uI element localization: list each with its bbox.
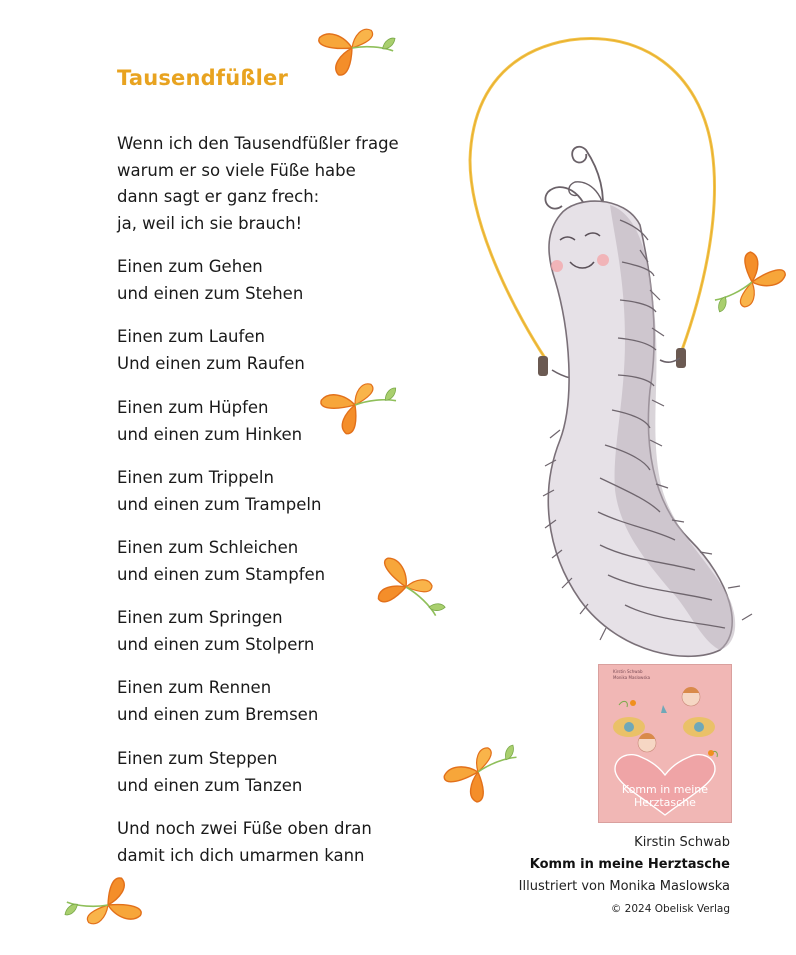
poem-line: und einen zum Hinken [117,424,303,444]
poem-line: Und einen zum Raufen [117,353,305,373]
poem-line: warum er so viele Füße habe [117,160,356,180]
flower-icon [702,243,787,324]
poem-line: Einen zum Schleichen [117,538,299,557]
poem-line: Und noch zwei Füße oben dran [117,819,372,838]
copyright-notice: © 2024 Obelisk Verlag [610,903,730,915]
flower-icon [60,875,142,930]
poem-line: und einen zum Stampfen [117,564,326,584]
poem-line: ja, weil ich sie brauch! [117,213,303,233]
illustrator-credit: Illustriert von Monika Maslowska [518,879,730,894]
flower-icon [442,732,528,810]
poem-line: Einen zum Springen [117,608,283,627]
book-credits [519,832,730,920]
book-title: Komm in meine Herztasche [529,857,730,872]
poem-line: Einen zum Laufen [117,327,265,346]
poem-line: und einen zum Trampeln [117,494,322,514]
poem-line: Einen zum Rennen [117,678,272,697]
poem-line: dann sagt er ganz frech: [117,187,320,206]
poem-title: Tausendfüßler [117,66,289,90]
poem-line: und einen zum Stehen [117,283,304,303]
author-name: Kirstin Schwab [634,835,730,850]
flower-icon [319,373,404,439]
poem-line: Einen zum Hüpfen [117,398,269,417]
flower-icon [318,23,400,78]
poem-line: Einen zum Steppen [117,749,278,768]
flower-icon [366,556,453,631]
poem-line: Einen zum Trippeln [117,468,274,487]
book-cover-image [598,664,732,823]
poem-line: Wenn ich den Tausendfüßler frage [117,134,399,153]
poem-line: und einen zum Stolpern [117,634,315,654]
cover-title: Komm in meine Herztasche [621,783,709,809]
poem-line: Einen zum Gehen [117,257,263,276]
poem-line: und einen zum Tanzen [117,775,303,795]
poem-line: und einen zum Bremsen [117,704,319,724]
cover-authors: Kirstin Schwab Monika Maslowska [613,669,651,680]
poem-line: damit ich dich umarmen kann [117,845,365,865]
